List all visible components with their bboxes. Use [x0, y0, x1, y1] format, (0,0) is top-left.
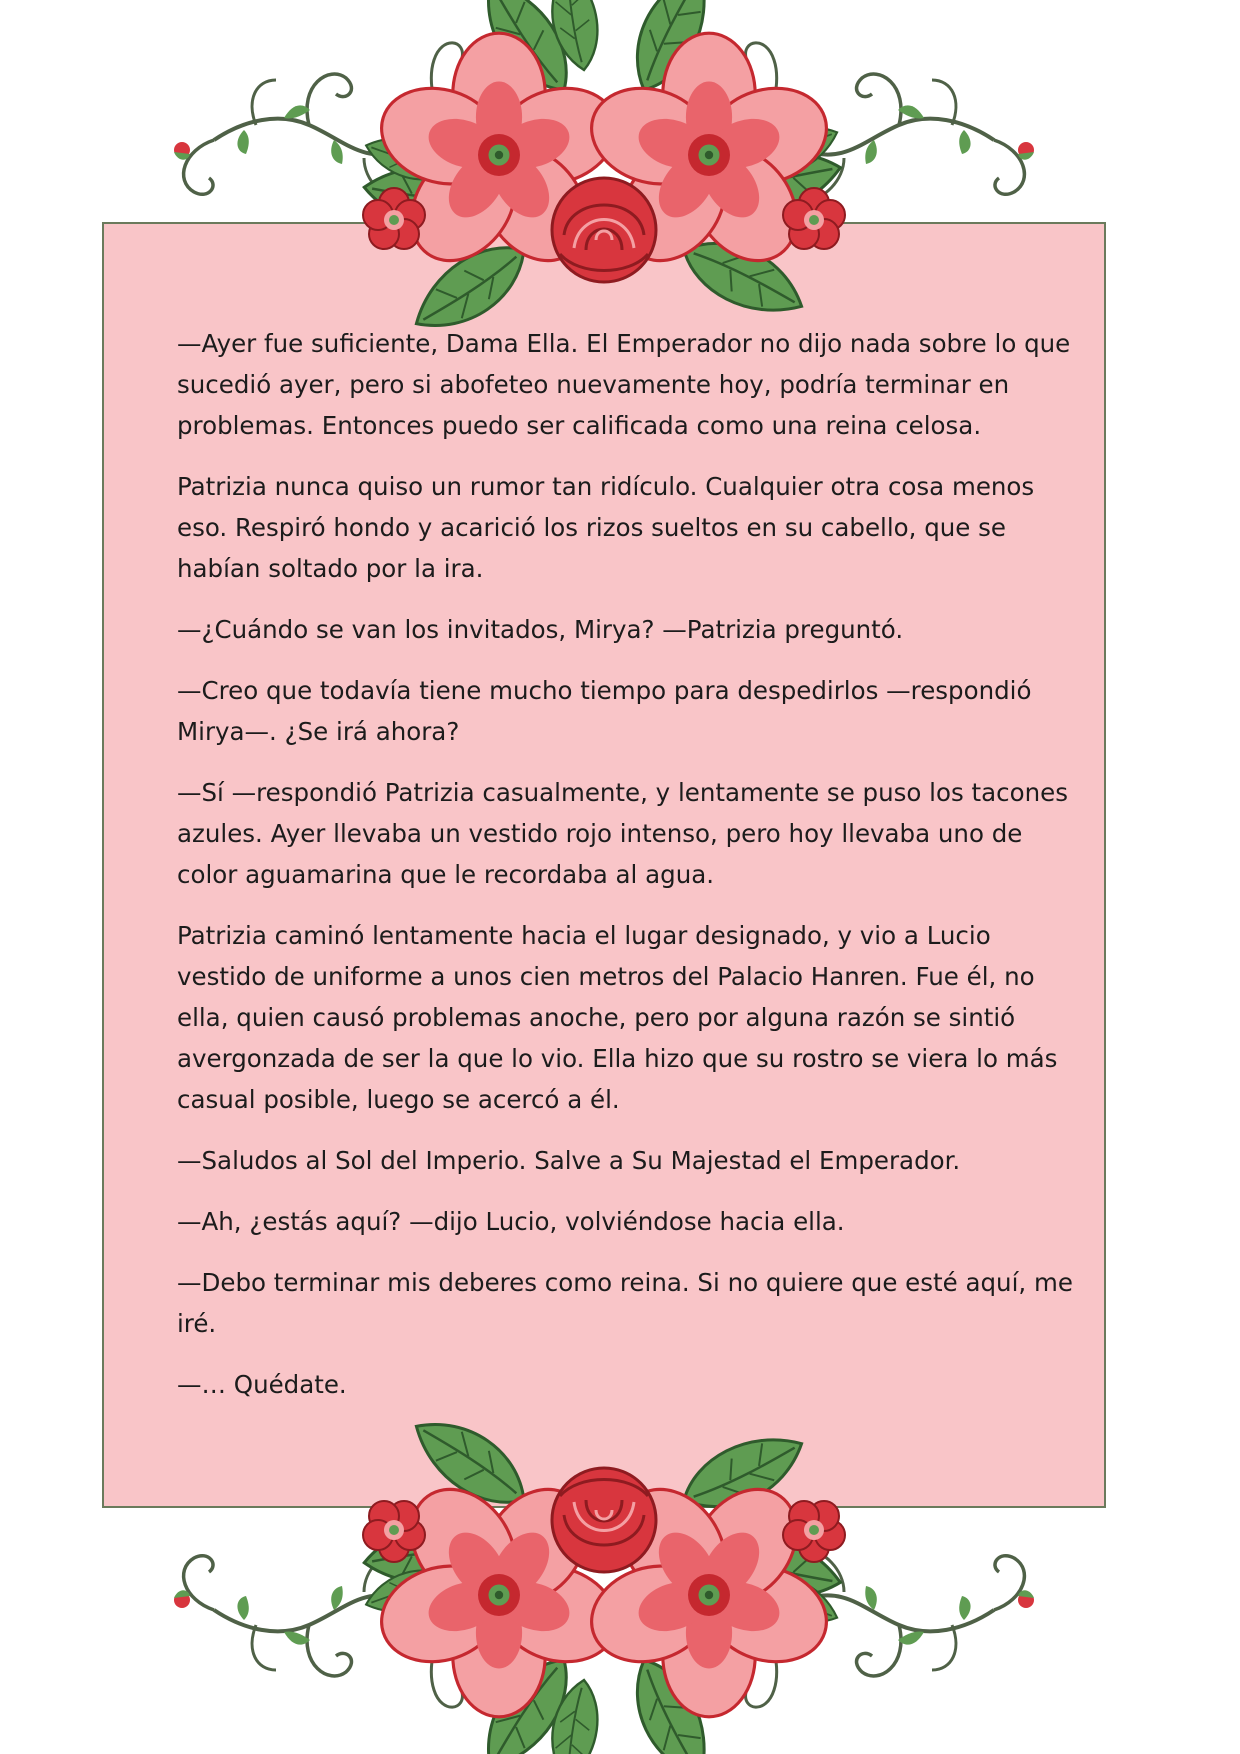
paragraph: —¿Cuándo se van los invitados, Mirya? —Patrizia preguntó.: [177, 615, 904, 644]
story-text: [177, 323, 1077, 1425]
paragraph: —Ah, ¿estás aquí? —dijo Lucio, volviéndose hacia ella.: [177, 1207, 845, 1236]
paragraph: Patrizia nunca quiso un rumor tan ridículo. Cualquier otra cosa menos eso. Respiró hondo y acarició los rizos sueltos en su cabello, que se habían soltado por la ira.: [177, 472, 1035, 583]
top-floral-garland-icon: [174, 0, 1034, 344]
paragraph: Patrizia caminó lentamente hacia el lugar designado, y vio a Lucio vestido de uniforme a unos cien metros del Palacio Hanren. Fue él, no ella, quien causó problemas anoche, pero por alguna razón se sintió avergonzada de ser la que lo vio. Ella hizo que su rostro se viera lo más casual posible, luego se acercó a él.: [177, 921, 1058, 1114]
paragraph: —… Quédate.: [177, 1370, 347, 1399]
paragraph: —Ayer fue suficiente, Dama Ella. El Emperador no dijo nada sobre lo que sucedió ayer, pero si abofeteo nuevamente hoy, podría terminar en problemas. Entonces puedo ser calificada como una reina celosa.: [177, 329, 1071, 440]
paragraph: —Sí —respondió Patrizia casualmente, y lentamente se puso los tacones azules. Ayer llevaba un vestido rojo intenso, pero hoy llevaba uno de color aguamarina que le recordaba al agua.: [177, 778, 1068, 889]
paragraph: —Creo que todavía tiene mucho tiempo para despedirlos —respondió Mirya—. ¿Se irá ahora?: [177, 676, 1032, 746]
paragraph: —Debo terminar mis deberes como reina. Si no quiere que esté aquí, me iré.: [177, 1268, 1073, 1338]
paragraph: —Saludos al Sol del Imperio. Salve a Su Majestad el Emperador.: [177, 1146, 961, 1175]
bottom-floral-garland-icon: [174, 1406, 1034, 1754]
